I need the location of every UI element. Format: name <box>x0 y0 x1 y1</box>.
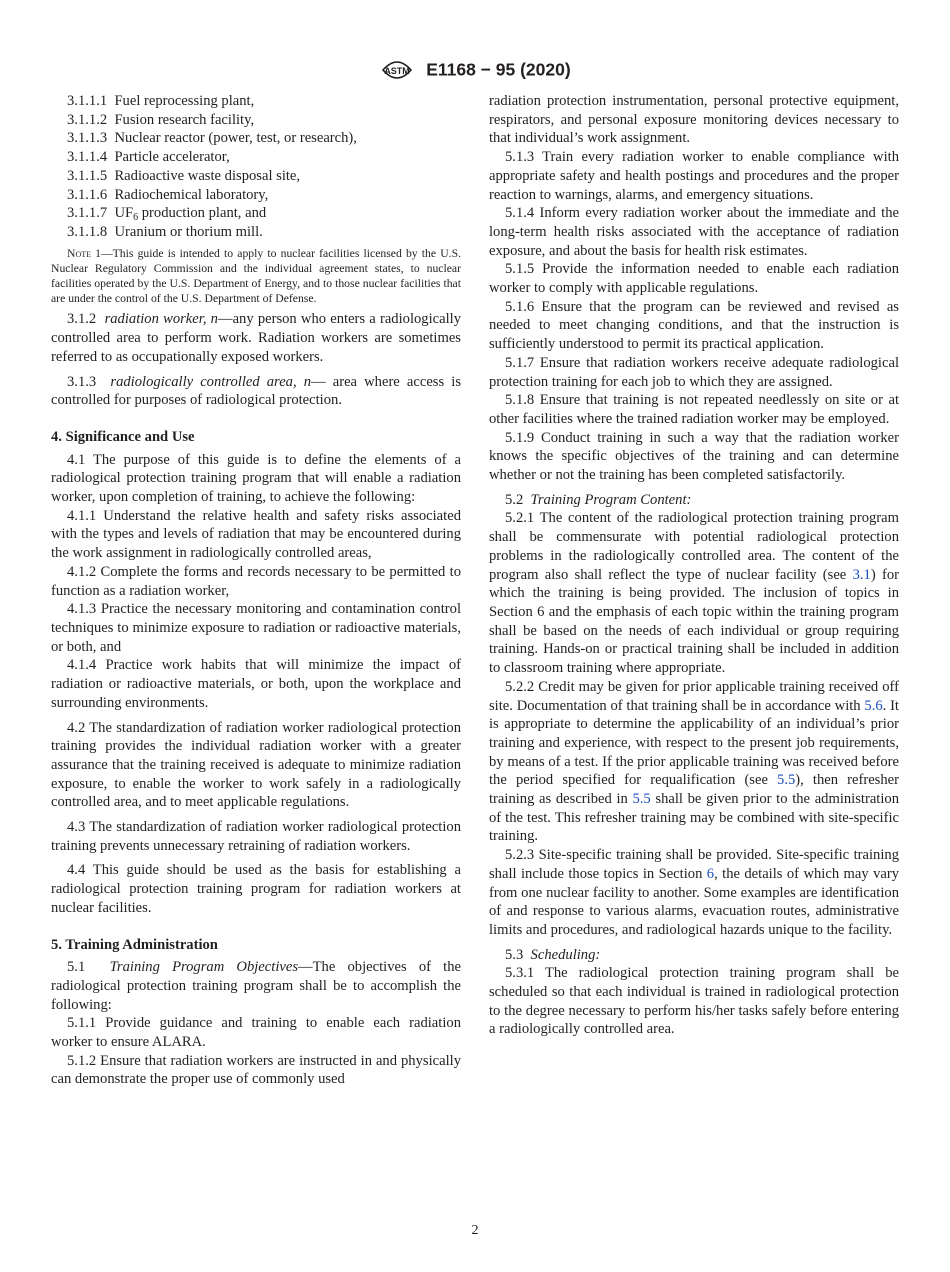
paragraph-5-1-9: 5.1.9 Conduct training in such a way that the radiation worker knows the specific objectives of the training and can determine whether or not the training has been completed satisfactorily. <box>489 429 899 484</box>
paragraph-4-1-4: 4.1.4 Practice work habits that will minimize the impact of radiation or radioactive materials, or both, upon the workplace and surrounding environments. <box>51 657 461 711</box>
paragraph-4-4: 4.4 This guide should be used as the basis for establishing a radiological protection training program for radiation workers at nuclear facilities. <box>51 862 461 916</box>
list-item: 3.1.1.6 Radiochemical laboratory, <box>67 186 269 203</box>
section-4-heading: 4. Significance and Use <box>51 428 195 445</box>
list-item: 3.1.1.5 Radioactive waste disposal site, <box>67 167 301 184</box>
section-ref-link[interactable]: 5.6 <box>864 697 883 714</box>
paragraph-5-1-1: 5.1.1 Provide guidance and training to enable each radiation worker to ensure ALARA. <box>51 1015 461 1051</box>
definition-controlled-area: 3.1.3 radiologically controlled area, n— area where access is controlled for purposes of radiological protection. <box>51 373 462 409</box>
note-1: Note 1—This guide is intended to apply to nuclear facilities licensed by the U.S. Nuclear Regulatory Commission and the individual agreement states, to nuclear facilities operated by the U.S. Department of Energy, and to those nuclear facilities that are under the control of the U.S. Department of Defense. <box>51 246 461 306</box>
paragraph-5-1-5: 5.1.5 Provide the information needed to enable each radiation worker to comply with applicable regulations. <box>489 261 899 297</box>
right-column <box>489 92 899 1039</box>
list-item: 3.1.1.3 Nuclear reactor (power, test, or research), <box>67 130 357 147</box>
document-designation: E1168 − 95 (2020) <box>426 59 571 80</box>
paragraph-4-1-2: 4.1.2 Complete the forms and records necessary to be permitted to function as a radiation worker, <box>51 563 461 599</box>
paragraph-5-1-4: 5.1.4 Inform every radiation worker about the immediate and the long-term health risks associated with the acceptance of radiation exposure, and about the basis for health risk estimates. <box>489 205 899 259</box>
list-item: 3.1.1.7 $UF_6$ production plant, and <box>67 205 267 224</box>
paragraph-5-1-7: 5.1.7 Ensure that radiation workers receive adequate radiological protection training for each job to which they are assigned. <box>489 354 899 390</box>
paragraph-5-1-3: 5.1.3 Train every radiation worker to enable compliance with appropriate safety and health postings and procedures and the proper reaction to warnings, alarms, and emergency situations. <box>489 149 899 203</box>
paragraph-5-1-2-continued: radiation protection instrumentation, personal protective equipment, respirators, and personal exposure monitoring devices necessary to that individual’s work assignment. <box>489 93 899 147</box>
paragraph-5-2-1: 5.2.1 The content of the radiological protection training program shall be commensurate with potential radiological protection problems in the radiologically controlled area. The content of the program also shall reflect the type of nuclear facility (see 3.1) for which the training is being provided. The inclusion of topics in Section 6 and the emphasis of each topic within the training program shall be based on the needs of each individual or group requiring training. Hands-on or practical training shall be included in addition to classroom training where appropriate. <box>489 510 899 677</box>
astm-logo <box>379 56 415 84</box>
paragraph-5-2-2: 5.2.2 Credit may be given for prior applicable training received off site. Documentation of that training shall be in accordance with 5.6. It is appropriate to determine the applicability of an individual’s prior training and experience, with respect to the present job requirements, by means of a test. If the prior applicable training was received before the period specified for requalification (see 5.5), then refresher training as described in 5.5 shall be given prior to the administration of the test. This refresher training may be combined with site-specific training. <box>489 678 899 845</box>
paragraph-4-1: 4.1 The purpose of this guide is to define the elements of a radiological protection training program that will enable a radiation worker, upon completion of training, to achieve the following: <box>51 451 461 506</box>
page-number: 2 <box>471 1223 479 1238</box>
list-item: 3.1.1.2 Fusion research facility, <box>67 111 255 128</box>
paragraph-5-2: 5.2 Training Program Content: <box>505 491 692 508</box>
logo-text: ASTM <box>384 66 411 76</box>
section-ref-link[interactable]: 3.1 <box>852 566 871 583</box>
paragraph-4-1-3: 4.1.3 Practice the necessary monitoring and contamination control techniques to minimize exposure to radiation or radioactive materials, or both, and <box>51 601 461 655</box>
paragraph-4-1-1: 4.1.1 Understand the relative health and safety risks associated with the types and levels of radiation that may be encountered during the work assignment in radiologically controlled areas, <box>51 507 461 562</box>
paragraph-5-1-2: 5.1.2 Ensure that radiation workers are instructed in and physically can demonstrate the proper use of commonly used <box>51 1052 461 1088</box>
page-header <box>0 56 950 84</box>
section-ref-link[interactable]: 5.5 <box>777 772 796 789</box>
list-item: 3.1.1.1 Fuel reprocessing plant, <box>67 93 255 109</box>
list-item: 3.1.1.8 Uranium or thorium mill. <box>67 223 263 240</box>
definition-radiation-worker: 3.1.2 radiation worker, n—any person who enters a radiologically controlled area to perform work. Radiation workers are sometimes referred to as occupationally exposed workers. <box>51 311 462 365</box>
paragraph-5-1: 5.1 Training Program Objectives—The objectives of the radiological protection training program shall be to accomplish the following: <box>51 959 461 1013</box>
list-item: 3.1.1.4 Particle accelerator, <box>67 149 230 166</box>
section-ref-link[interactable]: 6 <box>706 865 715 882</box>
paragraph-5-3-1: 5.3.1 The radiological protection training program shall be scheduled so that each individual is trained in radiological protection to the degree necessary to perform his/her tasks safely before entering a radiologically controlled area. <box>489 965 899 1038</box>
section-ref-link[interactable]: 5.5 <box>632 791 651 808</box>
paragraph-5-2-3: 5.2.3 Site-specific training shall be provided. Site-specific training shall include those topics in Section 6, the details of which may vary from one nuclear facility to another. Some examples are identification of and response to various alarms, evacuation routes, administrative limits and procedures, and radiological hazards unique to the facility. <box>489 847 899 938</box>
paragraph-4-2: 4.2 The standardization of radiation worker radiological protection training provides the individual radiation worker with a greater assurance that the training received is adequate to minimize radiation exposure, to enable the worker to work safely in a radiologically controlled area, and to meet applicable regulations. <box>51 719 461 811</box>
paragraph-5-1-8: 5.1.8 Ensure that training is not repeated needlessly on site or at other facilities where the trained radiation worker may be employed. <box>489 392 899 427</box>
left-column <box>51 92 461 1089</box>
paragraph-5-1-6: 5.1.6 Ensure that the program can be reviewed and revised as needed to meet changing conditions, and that the instruction is sufficiently understood to permit its practical application. <box>489 298 899 353</box>
paragraph-5-3: 5.3 Scheduling: <box>505 946 601 963</box>
section-5-heading: 5. Training Administration <box>51 936 218 953</box>
paragraph-4-3: 4.3 The standardization of radiation worker radiological protection training prevents unnecessary retraining of radiation workers. <box>51 819 461 854</box>
